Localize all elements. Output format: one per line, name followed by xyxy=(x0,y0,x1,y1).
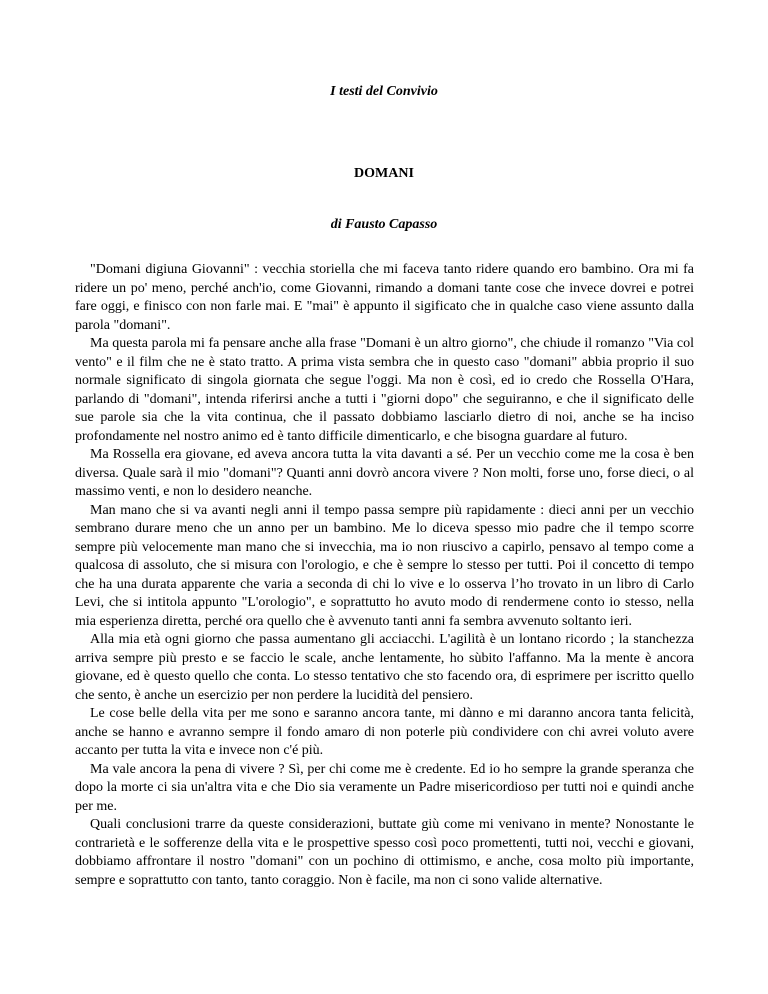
paragraph: Le cose belle della vita per me sono e saranno ancora tante, mi dànno e mi daranno ancora tanta felicità, anche se hanno e avranno sempre il fondo amaro di non poterle più condividere con chi avrei voluto avere accanto per tutta la vita e invece non c'é più. xyxy=(75,706,694,758)
author-byline: di Fausto Capasso xyxy=(330,217,438,232)
paragraph: Alla mia età ogni giorno che passa aumentano gli acciacchi. L'agilità è un lontano ricordo ; la stanchezza arriva sempre più presto e se faccio le scale, anche lentamente, ho sùbito l'affanno. Ma la mente è ancora giovane, ed è questo quello che conta. Lo stesso tentativo che sto facendo ora, di esprimere per iscritto quello che sento, è anche un esercizio per non perdere la lucidità del pensiero. xyxy=(75,632,694,703)
body-text xyxy=(75,261,694,890)
paragraph: Man mano che si va avanti negli anni il tempo passa sempre più rapidamente : dieci anni per un vecchio sembrano durare meno che un anno per un bambino. Me lo diceva spesso mio padre che il tempo scorre sempre più velocemente man mano che si invecchia, ma io non riuscivo a capirlo, pensavo al tempo come a qualcosa di assoluto, che si misura con l'orologio, e che è sempre lo stesso per tutti. Poi il concetto di tempo che ha una durata apparente che varia a seconda di chi lo vive e lo osserva l’ho trovato in un libro di Carlo Levi, che si intitola appunto "L'orologio", e soprattutto ho avuto modo di rendermene conto io stesso, nella mia esperienza diretta, perché ora quello che è avvenuto tanti anni fa sembra avvenuto soltanto ieri. xyxy=(75,502,694,629)
paragraph: Ma questa parola mi fa pensare anche alla frase "Domani è un altro giorno", che chiude il romanzo "Via col vento" e il film che ne è stato tratto. A prima vista sembra che in questo caso "domani" abbia proprio il suo normale significato di singola giornata che segue l'oggi. Ma non è così, ed io credo che Rossella O'Hara, parlando di "domani", intenda riferirsi anche a tutti i "giorni dopo" che seguiranno, e che il significato delle sue parole sia che la vita continua, che il passato dobbiamo lasciarlo dietro di noi, anche se ha inciso profondamente nel nostro animo ed è tanto difficile dimenticarlo, e che bisogna guardare al futuro. xyxy=(75,336,694,444)
paragraph: Ma vale ancora la pena di vivere ? Sì, per chi come me è credente. Ed io ho sempre la grande speranza che dopo la morte ci sia un'altra vita e che Dio sia veramente un Padre misericordioso per tutti noi e quindi anche per me. xyxy=(75,761,694,814)
paragraph: "Domani digiuna Giovanni" : vecchia storiella che mi faceva tanto ridere quando ero bambino. Ora mi fa ridere un po' meno, perché anch'io, come Giovanni, rimando a domani tante cose che invece dovrei e potrei fare oggi, e finisco con non farle mai. E "mai" è appunto il sigificato che in qualche caso viene assunto dalla parola "domani". xyxy=(75,262,694,333)
series-title: I testi del Convivio xyxy=(330,84,438,99)
document-title: DOMANI xyxy=(354,166,414,181)
paragraph: Ma Rossella era giovane, ed aveva ancora tutta la vita davanti a sé. Per un vecchio come me la cosa è ben diversa. Quale sarà il mio "domani"? Quanti anni dovrò ancora vivere ? Non molti, forse uno, forse dieci, o al massimo venti, e non lo desidero neanche. xyxy=(75,447,694,499)
paragraph: Quali conclusioni trarre da queste considerazioni, buttate giù come mi venivano in mente? Nonostante le contrarietà e le sofferenze della vita e le prospettive spesso così poco promettenti, tutti noi, vecchi e giovani, dobbiamo affrontare il nostro "domani" con un pochino di ottimismo, e anche, cosa molto più importante, sempre e soprattutto con tanto, tanto coraggio. Non è facile, ma non ci sono valide alternative. xyxy=(75,817,694,888)
